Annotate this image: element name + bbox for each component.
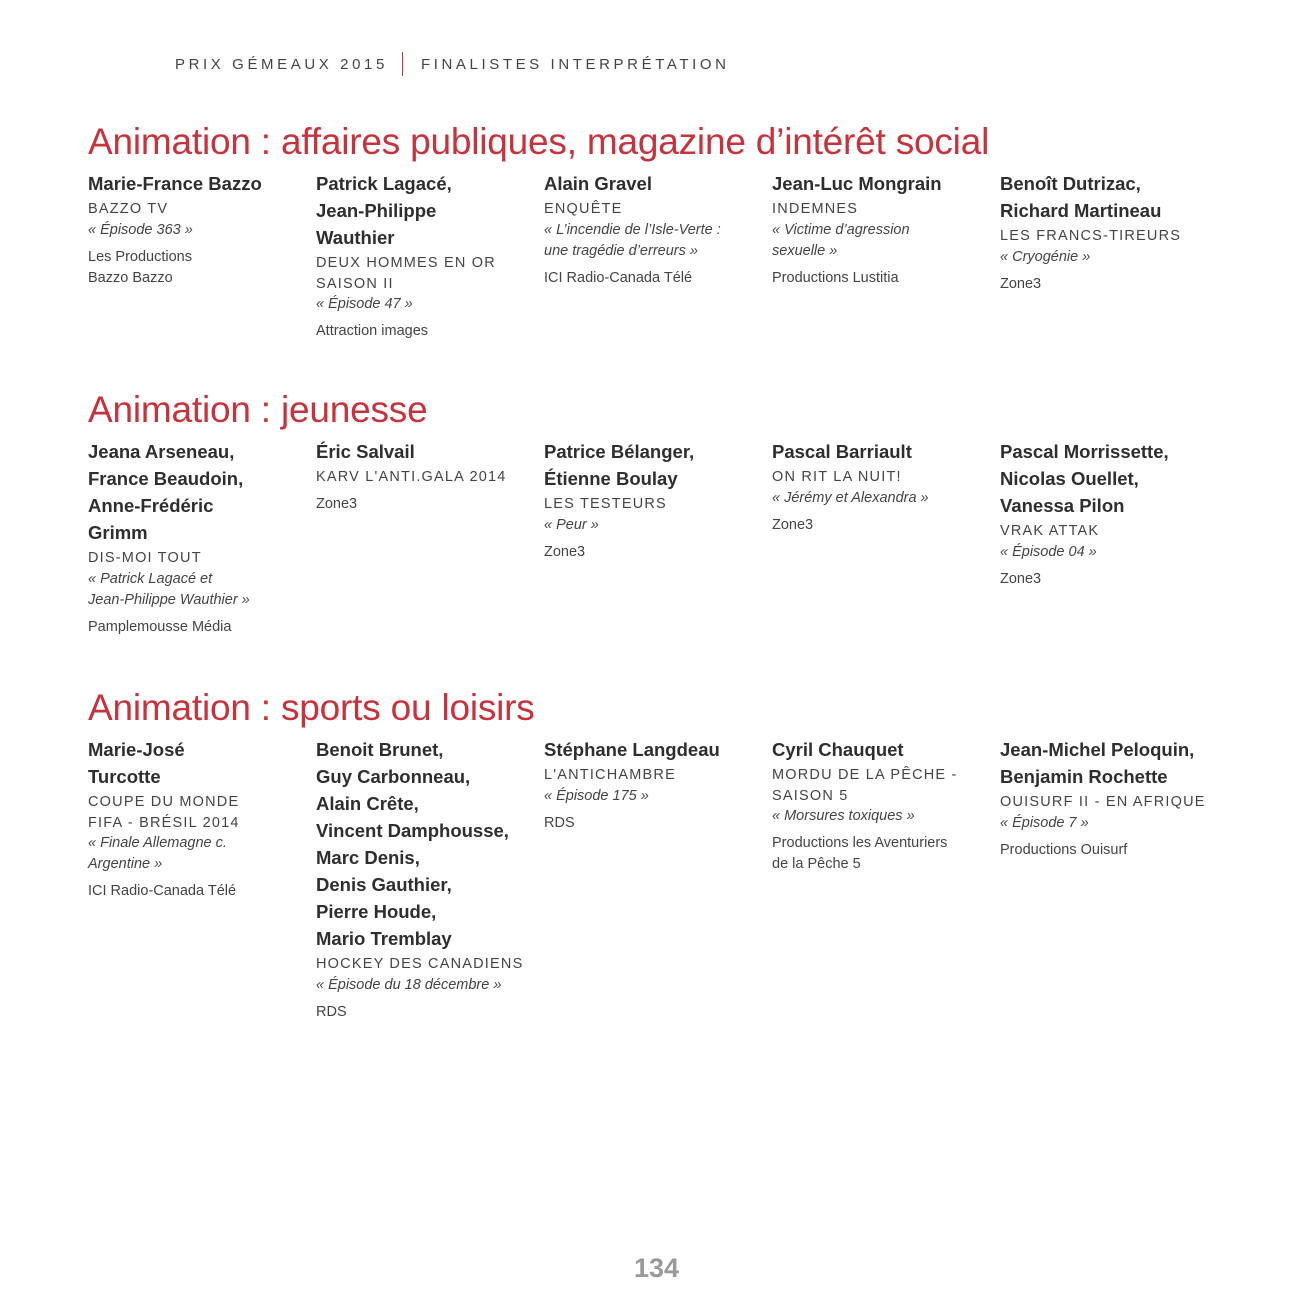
program-title: HOCKEY DES CANADIENS: [316, 956, 524, 972]
producer: Attraction images: [316, 323, 429, 339]
finalist-names: Benoit Brunet, Guy Carbonneau, Alain Crête, Vincent Damphousse, Marc Denis, Denis Gauthier, Pierre Houde, Mario Tremblay: [316, 739, 509, 949]
program-title: DIS-MOI TOUT: [88, 550, 202, 566]
finalist-names: Patrice Bélanger, Étienne Boulay: [544, 441, 695, 489]
finalist-entry: [1000, 736, 1228, 1023]
producer: Zone3: [1000, 570, 1042, 587]
program-title: LES TESTEURS: [544, 496, 667, 512]
category-title: Animation : affaires publiques, magazine d’intérêt social: [88, 121, 990, 162]
episode-title: « Patrick Lagacé et Jean-Philippe Wauthier »: [88, 570, 250, 608]
program-title: BAZZO TV: [88, 201, 169, 217]
category-title: Animation : jeunesse: [88, 389, 428, 430]
category-section: [88, 686, 1288, 1023]
episode-title: « Cryogénie »: [1000, 248, 1091, 265]
program-title: ON RIT LA NUIT!: [772, 469, 902, 485]
header-divider: [402, 52, 403, 76]
finalists-row: [88, 736, 1288, 1023]
finalist-entry: [88, 438, 316, 638]
program-title: ENQUÊTE: [544, 201, 623, 217]
finalist-entry: [544, 438, 772, 638]
finalist-entry: [316, 736, 544, 1023]
episode-title: « Épisode du 18 décembre »: [316, 976, 502, 993]
program-title: L'ANTICHAMBRE: [544, 767, 676, 783]
finalists-row: [88, 438, 1288, 638]
running-header: [175, 52, 730, 76]
episode-title: « Peur »: [544, 516, 599, 533]
episode-title: « Épisode 04 »: [1000, 543, 1097, 560]
episode-title: « Épisode 7 »: [1000, 814, 1089, 831]
finalist-names: Benoît Dutrizac, Richard Martineau: [1000, 173, 1162, 221]
finalist-names: Alain Gravel: [544, 173, 652, 194]
episode-title: « Finale Allemagne c. Argentine »: [88, 835, 227, 872]
finalist-entry: [88, 736, 316, 1023]
finalist-entry: [772, 438, 1000, 638]
producer: Productions les Aventuriers de la Pêche 5: [772, 835, 948, 872]
producer: Zone3: [1000, 275, 1042, 292]
program-title: DEUX HOMMES EN OR SAISON II: [316, 255, 496, 292]
program-title: MORDU DE LA PÊCHE - SAISON 5: [772, 767, 958, 804]
program-title: INDEMNES: [772, 201, 859, 217]
producer: Zone3: [544, 543, 586, 560]
episode-title: « Victime d’agression sexuelle »: [772, 221, 910, 259]
finalists-row: [88, 170, 1288, 342]
producer: RDS: [544, 814, 575, 831]
finalist-entry: [772, 736, 1000, 1023]
finalist-entry: [88, 170, 316, 342]
finalist-names: Pascal Morrissette, Nicolas Ouellet, Vanessa Pilon: [1000, 441, 1169, 516]
finalist-entry: [544, 170, 772, 342]
finalist-entry: [316, 170, 544, 342]
program-title: KARV L'ANTI.GALA 2014: [316, 469, 507, 485]
finalist-names: Marie-José Turcotte: [88, 739, 185, 787]
finalist-names: Pascal Barriault: [772, 441, 912, 462]
producer: ICI Radio-Canada Télé: [88, 883, 237, 899]
header-section: FINALISTES INTERPRÉTATION: [420, 55, 730, 73]
producer: Productions Ouisurf: [1000, 841, 1128, 858]
finalist-names: Cyril Chauquet: [772, 739, 904, 760]
header-publication: PRIX GÉMEAUX 2015: [175, 55, 388, 73]
finalist-entry: [316, 438, 544, 638]
finalist-names: Marie-France Bazzo: [88, 173, 262, 194]
producer: Pamplemousse Média: [88, 618, 232, 635]
producer: ICI Radio-Canada Télé: [544, 269, 693, 286]
episode-title: « Morsures toxiques »: [772, 808, 915, 824]
episode-title: « Épisode 363 »: [88, 221, 193, 238]
finalist-entry: [1000, 170, 1228, 342]
episode-title: « Jérémy et Alexandra »: [772, 489, 929, 506]
page-number: 134: [633, 1253, 680, 1283]
program-title: VRAK ATTAK: [1000, 523, 1100, 539]
finalist-names: Patrick Lagacé, Jean-Philippe Wauthier: [316, 173, 452, 248]
producer: Les Productions Bazzo Bazzo: [88, 248, 192, 286]
finalist-names: Stéphane Langdeau: [544, 739, 720, 760]
finalist-entry: [544, 736, 772, 1023]
finalist-names: Jean-Luc Mongrain: [772, 173, 942, 194]
episode-title: « Épisode 175 »: [544, 787, 649, 804]
category-title: Animation : sports ou loisirs: [88, 687, 535, 728]
finalist-entry: [1000, 438, 1228, 638]
producer: Zone3: [772, 516, 814, 533]
finalist-names: Jeana Arseneau, France Beaudoin, Anne-Frédéric Grimm: [88, 441, 244, 543]
program-title: OUISURF II - EN AFRIQUE: [1000, 794, 1206, 810]
program-title: COUPE DU MONDE FIFA - BRÉSIL 2014: [88, 794, 240, 831]
program-title: LES FRANCS-TIREURS: [1000, 228, 1182, 244]
finalist-entry: [772, 170, 1000, 342]
episode-title: « L’incendie de l’Isle-Verte : une tragédie d’erreurs »: [544, 221, 721, 259]
category-section: [88, 388, 1288, 638]
producer: RDS: [316, 1003, 347, 1020]
finalist-names: Jean-Michel Peloquin, Benjamin Rochette: [1000, 739, 1195, 787]
finalist-names: Éric Salvail: [316, 441, 415, 462]
episode-title: « Épisode 47 »: [316, 296, 413, 312]
category-section: [88, 120, 1288, 342]
producer: Zone3: [316, 495, 358, 512]
producer: Productions Lustitia: [772, 269, 899, 286]
